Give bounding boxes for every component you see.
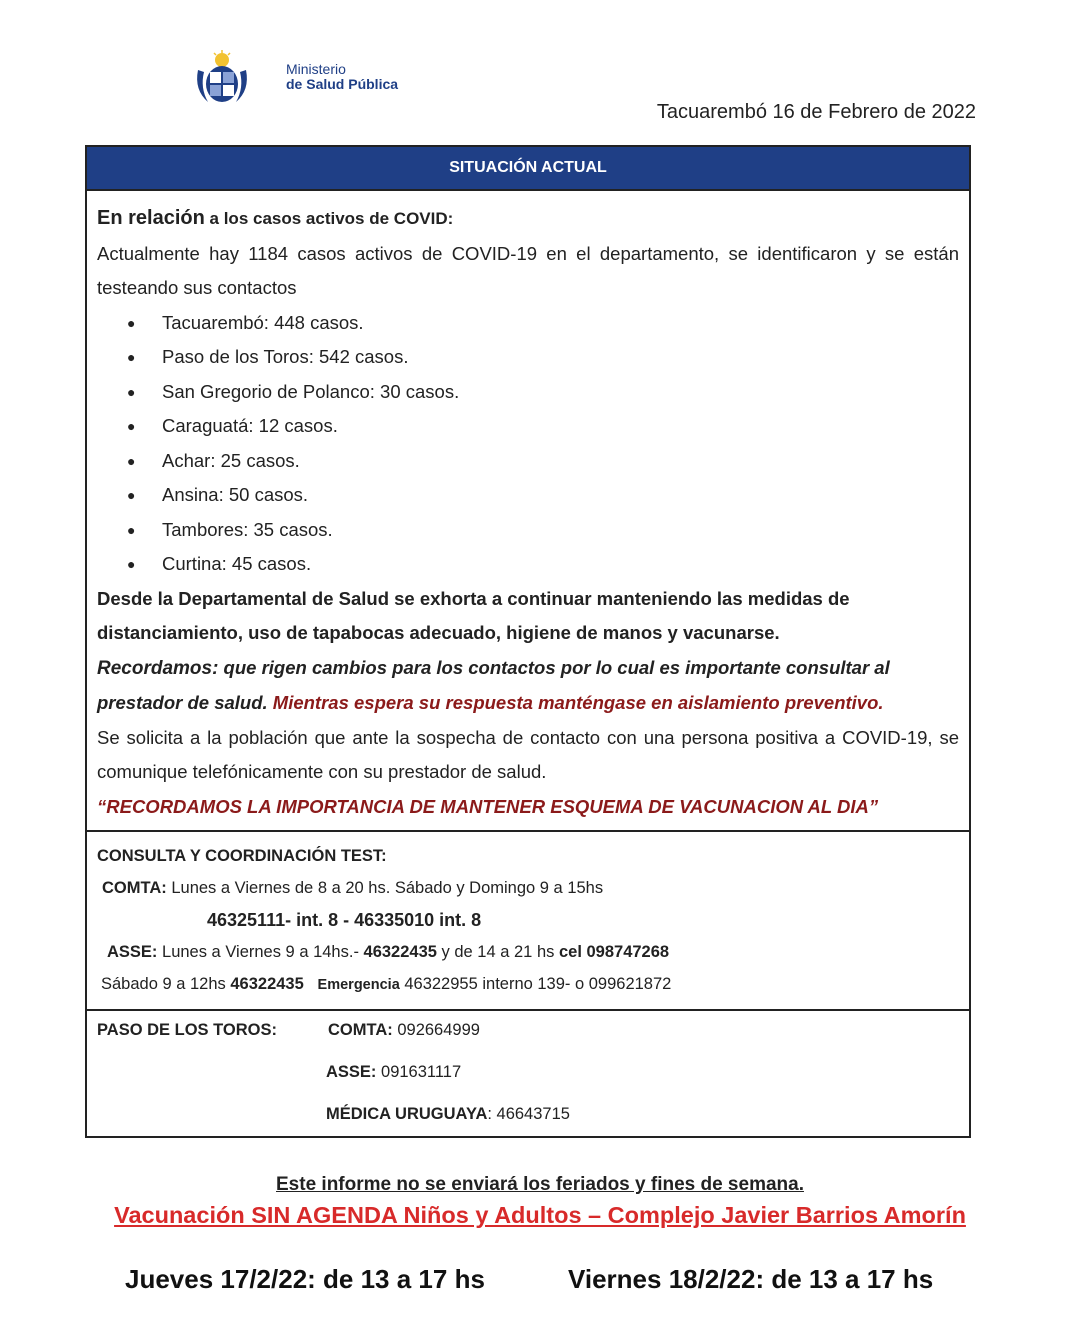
report-box bbox=[85, 145, 971, 1138]
asse-mid: y de 14 a 21 hs bbox=[436, 943, 559, 961]
comta-label: COMTA: bbox=[102, 879, 167, 897]
list-item: ● Tacuarembó: 448 casos. bbox=[127, 306, 959, 341]
asse-phone: 46322435 bbox=[363, 943, 437, 961]
ministry-line1: Ministerio bbox=[286, 61, 346, 77]
paso-label: PASO DE LOS TOROS: bbox=[97, 1021, 277, 1039]
paso-medica-line bbox=[326, 1105, 570, 1124]
consulta-section bbox=[87, 830, 969, 1009]
ministry-line2: de Salud Pública bbox=[286, 76, 399, 92]
paso-asse-line bbox=[326, 1063, 461, 1082]
paso-asse-label: ASSE: bbox=[326, 1063, 377, 1081]
list-item: ● Paso de los Toros: 542 casos. bbox=[127, 340, 959, 375]
list-item: ● Tambores: 35 casos. bbox=[127, 513, 959, 548]
solicita-paragraph: Se solicita a la población que ante la sospecha de contacto con una persona positiva a COVID-19, se comunique telefónicamente con su prestador de salud. bbox=[97, 726, 959, 782]
paso-asse-phone: 091631117 bbox=[376, 1063, 462, 1081]
section-title: SITUACIÓN ACTUAL bbox=[87, 147, 969, 191]
comta-line bbox=[97, 872, 959, 904]
recordamos-paragraph bbox=[97, 651, 959, 721]
consulta-title: CONSULTA Y COORDINACIÓN TEST: bbox=[97, 847, 387, 865]
saturday-text: Sábado 9 a 12hs bbox=[101, 975, 231, 993]
comta-hours: Lunes a Viernes de 8 a 20 hs. Sábado y Domingo 9 a 15hs bbox=[166, 879, 604, 897]
recordamos-label: Recordamos: bbox=[97, 657, 219, 679]
recordamos-text: que rigen cambios para los contactos por lo cual es importante consultar al prestador de salud. bbox=[97, 656, 890, 713]
paso-de-los-toros-section bbox=[87, 1009, 969, 1136]
emergency-label: Emergencia bbox=[317, 977, 400, 993]
ministry-name bbox=[286, 62, 398, 92]
asse-label: ASSE: bbox=[107, 943, 158, 961]
coat-of-arms-icon bbox=[190, 50, 254, 108]
document-date: Tacuarembó 16 de Febrero de 2022 bbox=[656, 101, 976, 123]
paso-medica-phone: : 46643715 bbox=[487, 1105, 570, 1123]
saturday-phone: 46322435 bbox=[230, 975, 304, 993]
vaccination-announcement: Vacunación SIN AGENDA Niños y Adultos – Complejo Javier Barrios Amorín bbox=[114, 1202, 966, 1228]
comta-phones: 46325111- int. 8 - 46335010 int. 8 bbox=[207, 910, 482, 930]
vaccination-reminder: “RECORDAMOS LA IMPORTANCIA DE MANTENER ESQUEMA DE VACUNACION AL DIA” bbox=[97, 795, 879, 817]
recordamos-red: Mientras espera su respuesta manténgase en aislamiento preventivo. bbox=[272, 692, 884, 713]
asse-hours: Lunes a Viernes 9 a 14hs.- bbox=[157, 943, 364, 961]
report-note: Este informe no se enviará los feriados y fines de semana. bbox=[276, 1174, 804, 1195]
paso-comta-phone: 092664999 bbox=[392, 1021, 480, 1039]
list-item: ● San Gregorio de Polanco: 30 casos. bbox=[127, 375, 959, 410]
town-list bbox=[97, 306, 959, 582]
current-situation-section bbox=[87, 191, 969, 830]
intro-paragraph: Actualmente hay 1184 casos activos de COVID-19 en el departamento, se identificaron y se están testeando sus contactos bbox=[97, 242, 959, 298]
paso-medica-label: MÉDICA URUGUAYA bbox=[326, 1105, 488, 1123]
list-item: ● Achar: 25 casos. bbox=[127, 444, 959, 479]
asse-line bbox=[97, 936, 959, 968]
paso-comta-line bbox=[328, 1021, 480, 1040]
relation-heading-rest: a los casos activos de COVID: bbox=[204, 209, 454, 228]
saturday-line bbox=[97, 968, 959, 1001]
paso-comta-label: COMTA: bbox=[328, 1021, 393, 1039]
list-item: ● Ansina: 50 casos. bbox=[127, 478, 959, 513]
asse-cel-label: cel bbox=[558, 943, 582, 961]
emergency-text: 46322955 interno 139- o 099621872 bbox=[399, 975, 672, 993]
day-thursday: Jueves 17/2/22: de 13 a 17 hs bbox=[125, 1264, 485, 1294]
relation-heading bbox=[97, 201, 959, 237]
exhort-paragraph: Desde la Departamental de Salud se exhorta a continuar manteniendo las medidas de distanciamiento, uso de tapabocas adecuado, higiene de manos y vacunarse. bbox=[97, 587, 850, 643]
asse-cel: 098747268 bbox=[581, 943, 670, 961]
list-item: ● Curtina: 45 casos. bbox=[127, 547, 959, 582]
list-item: ● Caraguatá: 12 casos. bbox=[127, 409, 959, 444]
day-friday: Viernes 18/2/22: de 13 a 17 hs bbox=[568, 1264, 934, 1294]
relation-heading-big: En relación bbox=[97, 207, 205, 229]
